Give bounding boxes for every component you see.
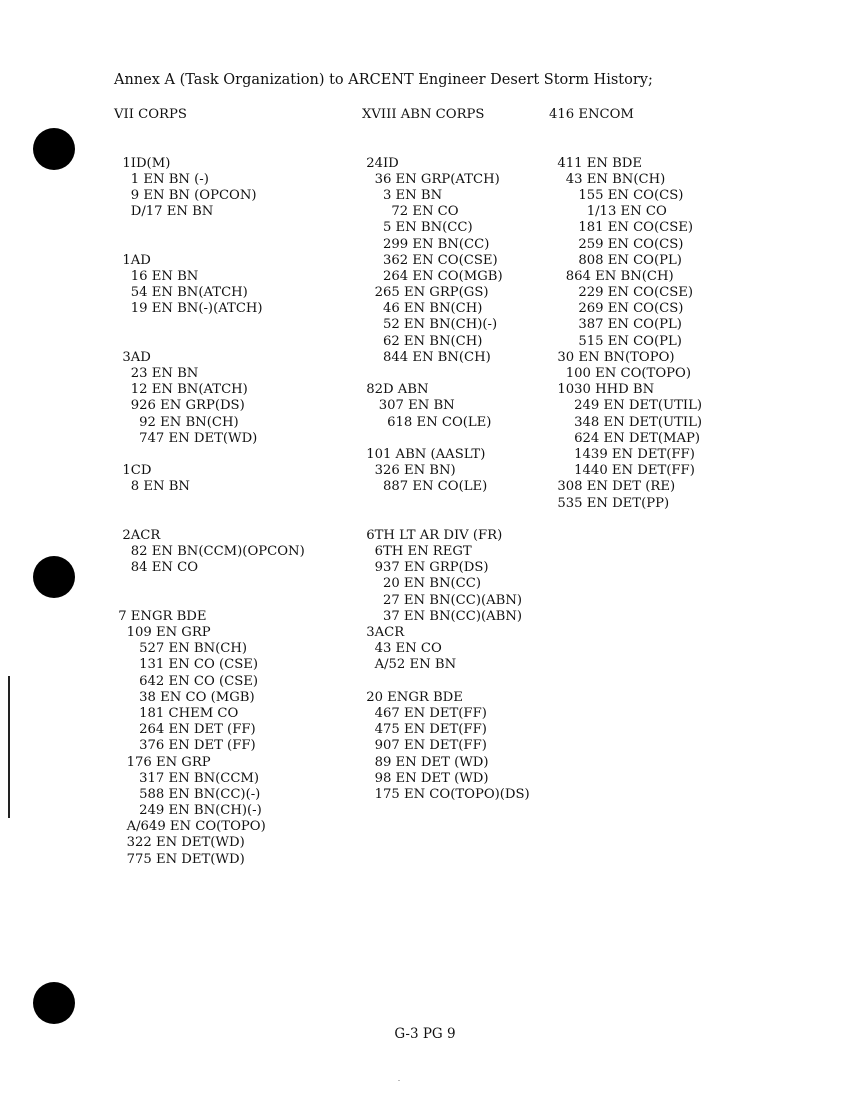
unit-line: A/649 EN CO(TOPO)	[114, 819, 266, 835]
unit-line	[114, 317, 305, 333]
unit-line: 5 EN BN(CC)	[362, 220, 473, 236]
unit-line: 229 EN CO(CSE)	[549, 285, 694, 301]
unit-line: 618 EN CO(LE)	[362, 414, 492, 430]
unit-line	[114, 123, 305, 139]
unit-line: 747 EN DET(WD)	[114, 430, 258, 446]
unit-line: 43 EN BN(CH)	[549, 171, 666, 187]
unit-line: 89 EN DET (WD)	[362, 754, 489, 770]
unit-line: 3ACR	[362, 625, 405, 640]
vii-corps-column	[114, 107, 305, 868]
unit-line	[114, 334, 305, 350]
unit-line: A/52 EN BN	[362, 657, 457, 673]
unit-line	[362, 139, 530, 155]
unit-line	[362, 674, 530, 690]
unit-line: 8 EN BN	[114, 479, 190, 495]
unit-line: 249 EN BN(CH)(-)	[114, 803, 262, 819]
unit-line: 2ACR	[114, 527, 161, 543]
unit-line: 176 EN GRP	[114, 754, 211, 770]
unit-line: 299 EN BN(CC)	[362, 236, 490, 252]
unit-line: 62 EN BN(CH)	[362, 333, 483, 349]
unit-line: 249 EN DET(UTIL)	[549, 398, 703, 414]
unit-line: 23 EN BN	[114, 366, 199, 381]
unit-line: 19 EN BN(-)(ATCH)	[114, 301, 263, 317]
unit-line: 926 EN GRP(DS)	[114, 398, 245, 414]
unit-line: 864 EN BN(CH)	[549, 268, 674, 284]
unit-line: 322 EN DET(WD)	[114, 835, 245, 851]
document-title: Annex A (Task Organization) to ARCENT Engineer Desert Storm History;	[114, 72, 653, 88]
unit-line: 36 EN GRP(ATCH)	[362, 171, 500, 187]
unit-line: 6TH LT AR DIV (FR)	[362, 527, 503, 543]
unit-line: 52 EN BN(CH)(-)	[362, 317, 498, 333]
unit-line: 3AD	[114, 349, 151, 365]
unit-line: 387 EN CO(PL)	[549, 317, 682, 333]
unit-line: 98 EN DET (WD)	[362, 770, 489, 786]
unit-line: 100 EN CO(TOPO)	[549, 366, 691, 381]
unit-line: 82 EN BN(CCM)(OPCON)	[114, 544, 305, 560]
unit-line: 7 ENGR BDE	[114, 608, 207, 624]
unit-line	[114, 593, 305, 609]
binder-hole-middle	[33, 556, 75, 598]
unit-line: 84 EN CO	[114, 560, 198, 576]
unit-line	[114, 576, 305, 592]
unit-line	[114, 220, 305, 236]
unit-line: 20 EN BN(CC)	[362, 576, 481, 592]
unit-line	[114, 139, 305, 155]
unit-line: 1440 EN DET(FF)	[549, 463, 695, 479]
binder-hole-bottom	[33, 982, 75, 1024]
unit-line: 775 EN DET(WD)	[114, 851, 245, 867]
unit-line: 411 EN BDE	[549, 155, 642, 171]
unit-line: 624 EN DET(MAP)	[549, 430, 701, 446]
unit-line	[362, 366, 530, 382]
unit-line: 155 EN CO(CS)	[549, 187, 684, 203]
unit-line	[549, 139, 702, 155]
unit-line: 416 ENCOM	[549, 107, 634, 122]
unit-line: 72 EN CO	[362, 204, 459, 220]
unit-line: 1 EN BN (-)	[114, 171, 209, 187]
unit-line: 535 EN DET(PP)	[549, 495, 670, 511]
unit-line: 1AD	[114, 252, 151, 268]
unit-line: 844 EN BN(CH)	[362, 349, 491, 365]
unit-line: 38 EN CO (MGB)	[114, 689, 255, 705]
unit-line: 1CD	[114, 463, 152, 479]
unit-line	[114, 237, 305, 253]
unit-line: 131 EN CO (CSE)	[114, 657, 259, 673]
unit-line: 348 EN DET(UTIL)	[549, 414, 703, 430]
unit-line: 46 EN BN(CH)	[362, 301, 483, 317]
unit-line: 515 EN CO(PL)	[549, 333, 682, 349]
unit-line: 376 EN DET (FF)	[114, 738, 256, 754]
unit-line: 475 EN DET(FF)	[362, 722, 487, 738]
unit-line: VII CORPS	[114, 107, 187, 122]
unit-line: 9 EN BN (OPCON)	[114, 187, 257, 203]
unit-line: 27 EN BN(CC)(ABN)	[362, 592, 523, 608]
unit-line: 16 EN BN	[114, 268, 199, 284]
unit-line: 259 EN CO(CS)	[549, 236, 684, 252]
unit-line: 12 EN BN(ATCH)	[114, 382, 248, 398]
unit-line: 82D ABN	[362, 382, 429, 398]
unit-line	[114, 496, 305, 512]
unit-line: 467 EN DET(FF)	[362, 705, 487, 721]
unit-line	[362, 512, 530, 528]
unit-line: 307 EN BN	[362, 398, 455, 414]
unit-line: 642 EN CO (CSE)	[114, 673, 259, 689]
unit-line: 264 EN DET (FF)	[114, 722, 256, 738]
unit-line	[549, 123, 702, 139]
scan-speck	[398, 1080, 400, 1081]
xviii-abn-corps-column	[362, 107, 530, 803]
unit-line: 588 EN BN(CC)(-)	[114, 786, 261, 802]
unit-line: 20 ENGR BDE	[362, 689, 463, 705]
unit-line: 54 EN BN(ATCH)	[114, 285, 248, 301]
unit-line: 24ID	[362, 155, 399, 171]
unit-line: 30 EN BN(TOPO)	[549, 349, 675, 365]
unit-line: 527 EN BN(CH)	[114, 641, 247, 657]
unit-line: 3 EN BN	[362, 187, 443, 203]
unit-line: 181 CHEM CO	[114, 705, 239, 721]
unit-line: 1ID(M)	[114, 155, 171, 171]
binder-hole-top	[33, 128, 75, 170]
unit-line: 362 EN CO(CSE)	[362, 252, 498, 268]
unit-line: 1/13 EN CO	[549, 204, 667, 220]
unit-line	[362, 496, 530, 512]
encom-column	[549, 107, 702, 512]
unit-line: 264 EN CO(MGB)	[362, 268, 503, 284]
unit-line: XVIII ABN CORPS	[362, 107, 485, 122]
unit-line: 269 EN CO(CS)	[549, 301, 684, 317]
unit-line: 326 EN BN)	[362, 463, 456, 479]
unit-line	[362, 123, 530, 139]
unit-line: 175 EN CO(TOPO)(DS)	[362, 786, 530, 802]
unit-line: 92 EN BN(CH)	[114, 414, 239, 430]
unit-line: D/17 EN BN	[114, 204, 214, 220]
unit-line: 317 EN BN(CCM)	[114, 770, 260, 786]
page-footer: G-3 PG 9	[394, 1026, 456, 1042]
unit-line: 1030 HHD BN	[549, 382, 655, 398]
unit-line: 887 EN CO(LE)	[362, 479, 488, 495]
unit-line: 109 EN GRP	[114, 625, 211, 640]
unit-line: 265 EN GRP(GS)	[362, 285, 489, 301]
margin-scan-line	[8, 676, 10, 818]
unit-line: 181 EN CO(CSE)	[549, 220, 694, 236]
unit-line: 937 EN GRP(DS)	[362, 560, 489, 576]
unit-line	[114, 447, 305, 463]
unit-line: 43 EN CO	[362, 641, 442, 657]
unit-line: 101 ABN (AASLT)	[362, 446, 486, 462]
unit-line: 808 EN CO(PL)	[549, 252, 682, 268]
unit-line: 37 EN BN(CC)(ABN)	[362, 608, 523, 624]
unit-line: 1439 EN DET(FF)	[549, 446, 695, 462]
unit-line: 308 EN DET (RE)	[549, 479, 676, 495]
unit-line: 907 EN DET(FF)	[362, 738, 487, 754]
unit-line: 6TH EN REGT	[362, 544, 472, 560]
unit-line	[114, 512, 305, 528]
unit-line	[362, 431, 530, 447]
